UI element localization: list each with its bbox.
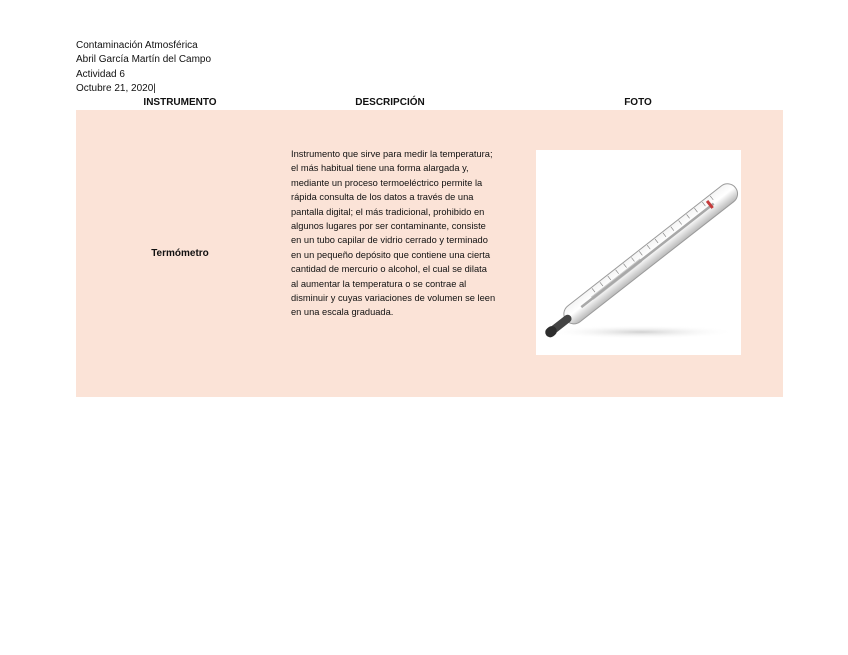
instrument-photo	[536, 150, 741, 355]
author-name: Abril García Martín del Campo	[76, 54, 212, 66]
column-header-instrumento: INSTRUMENTO	[143, 97, 217, 108]
document-header	[76, 39, 211, 96]
course-title: Contaminación Atmosférica	[76, 40, 198, 51]
column-header-foto: FOTO	[624, 97, 652, 108]
thermometer-icon	[536, 150, 741, 355]
activity-label: Actividad 6	[76, 68, 125, 80]
column-header-descripcion: DESCRIPCIÓN	[355, 97, 425, 108]
instrument-name: Termómetro	[151, 248, 209, 259]
document-date: Octubre 21, 2020|	[76, 82, 156, 94]
instrument-description: Instrumento que sirve para medir la temperatura; el más habitual tiene una forma alargada y, mediante un proceso termoeléctrico permite la rápida consulta de los datos a través de una pantalla digital; el más tradicional, prohibido en algunos lugares por ser contaminante, consiste en un tubo capilar de vidrio cerrado y terminado en un pequeño depósito que contiene una cierta cantidad de mercurio o alcohol, el cual se dilata al aumentar la temperatura o se contrae al disminuir y cuyas variaciones de volumen se leen en una escala graduada.	[291, 149, 496, 318]
